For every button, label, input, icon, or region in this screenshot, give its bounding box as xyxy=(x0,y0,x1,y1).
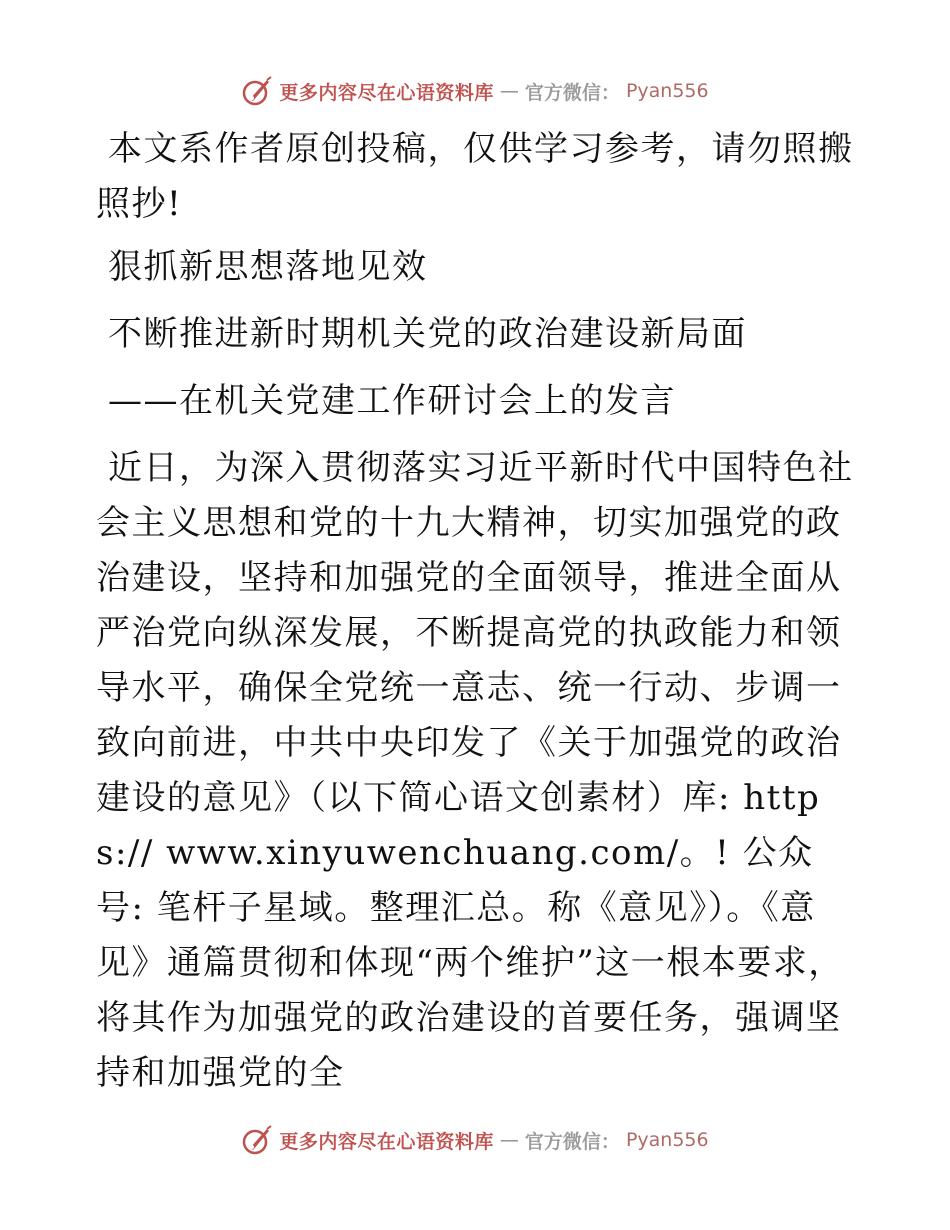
title-line-2: 不断推进新时期机关党的政治建设新局面 xyxy=(108,314,747,354)
subtitle: ——在机关党建工作研讨会上的发言 xyxy=(108,381,676,421)
footer-banner xyxy=(0,1120,950,1160)
body-paragraph: 近日，为深入贯彻落实习近平新时代中国特色社会主义思想和党的十九大精神，切实加强党的政治建设，坚持和加强党的全面领导，推进全面从严治党向纵深发展，不断提高党的执政能力和领导水平，确保全党统一意志、统一行动、步调一致向前进，中共中央印发了《关于加强党的政治建设的意见》（以下简心语文创素材）库: https:// www.xinyuwenchuang.com/。! 公众号: 笔杆子星域。整理汇总。称《意见》）。《意见》通篇贯彻和体现“两个维护”这一根本要求，将其作为加强党的政治建设的首要任务，强调坚持和加强党的全 xyxy=(96,448,854,1093)
title-line-1: 狠抓新思想落地见效 xyxy=(108,247,428,287)
promo-text: 更多内容尽在心语资料库 xyxy=(279,81,494,104)
copyright-notice: 本文系作者原创投稿，仅供学习参考，请勿照搬照抄! xyxy=(96,129,854,224)
separator: — xyxy=(499,80,519,102)
wechat-label: 官方微信： xyxy=(524,1130,620,1153)
wechat-id: Pyan556 xyxy=(625,1129,709,1151)
wechat-label: 官方微信： xyxy=(524,81,620,104)
separator: — xyxy=(499,1129,519,1151)
quill-pen-logo-icon xyxy=(241,1124,273,1156)
wechat-id: Pyan556 xyxy=(625,80,709,102)
promo-text: 更多内容尽在心语资料库 xyxy=(279,1130,494,1153)
document-body xyxy=(96,122,856,1101)
quill-pen-logo-icon xyxy=(241,75,273,107)
header-banner xyxy=(0,71,950,111)
